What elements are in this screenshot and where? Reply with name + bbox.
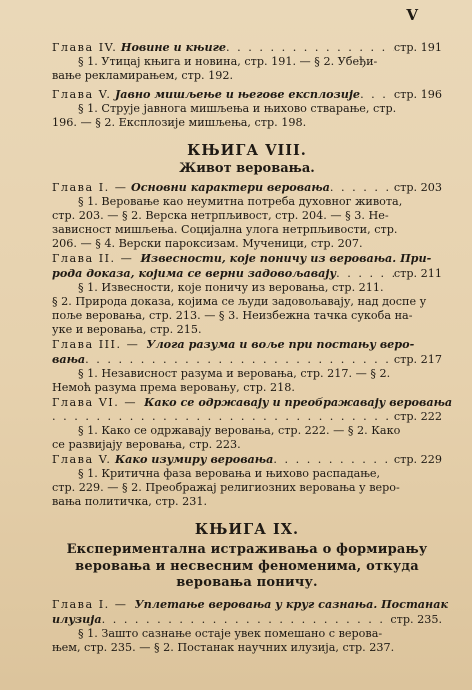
chapter-label: Глава I. —	[52, 181, 128, 194]
chapter-label: Глава III. —	[52, 338, 140, 351]
section-line: § 1. Утицај књига и новина, стр. 191. — § 2. Убеђи-	[78, 55, 378, 68]
page-ref: стр. 235.	[390, 612, 442, 626]
chapter-title: Како се одржавају и преображавају веровања	[144, 395, 453, 409]
toc-chapter-line	[52, 266, 442, 281]
book-subtitle-line: веровања и несвесним феноменима, откуда	[75, 558, 419, 574]
section-line: Немоћ разума према веровању, стр. 218.	[52, 381, 295, 394]
chapter-title: Основни карактери веровања	[131, 180, 330, 194]
page-ref: стр. 217	[393, 353, 442, 366]
book-heading: КЊИГА VIII.	[187, 142, 307, 159]
chapter-label: Глава I. —	[52, 597, 128, 611]
section-line: вања политичка, стр. 231.	[52, 495, 208, 508]
toc-chapter-line	[52, 596, 449, 612]
page-ref: стр. 229	[393, 453, 442, 466]
section-line: § 1. Независност разума и веровања, стр. 217. — § 2.	[78, 367, 391, 380]
book-subtitle-line: Експериментална истраживања о формирању	[66, 542, 428, 557]
toc-chapter-line	[52, 352, 442, 367]
section-line: § 2. Природа доказа, којима се људи задовољавају, над доспе у	[52, 295, 427, 308]
section-line: 206. — § 4. Верски пароксизам. Мученици, стр. 207.	[52, 237, 363, 250]
section-line: 196. — § 2. Експлозије мишљења, стр. 198.	[52, 116, 307, 129]
dot-leader	[330, 181, 394, 195]
toc-chapter-line	[52, 612, 442, 627]
toc-chapter-line	[52, 410, 442, 424]
dot-leader	[85, 353, 394, 367]
section-line: стр. 203. — § 2. Верска нетрпљивост, стр. 204. — § 3. Не-	[52, 209, 389, 222]
book-heading: КЊИГА IX.	[194, 521, 300, 538]
chapter-label: Глава II. —	[52, 252, 134, 265]
section-line: вање рекламирањем, стр. 192.	[52, 69, 234, 82]
chapter-title: Улога разума и воље при постању веро-	[146, 337, 415, 351]
book-subtitle-line: веровања поничу.	[176, 575, 318, 590]
chapter-label: Глава VI. —	[52, 396, 138, 409]
page-ref: стр. 211	[393, 267, 442, 280]
dot-leader	[52, 410, 394, 424]
section-line: § 1. Критична фаза веровања и њихово распадање,	[78, 467, 381, 480]
section-line: уке и веровања, стр. 215.	[52, 323, 202, 336]
section-line: поље веровања, стр. 213. — § 3. Неизбежна тачка сукоба на-	[52, 309, 413, 322]
toc-chapter-line	[52, 251, 442, 266]
toc-chapter-line	[52, 337, 442, 352]
dot-leader	[360, 88, 394, 102]
chapter-title: Јавно мишљење и његове експлозије	[114, 87, 361, 101]
chapter-title: Уплетање веровања у круг сазнања. Постанак	[134, 596, 449, 611]
section-line: § 1. Извесности, које поничу из веровања, стр. 211.	[78, 281, 384, 294]
dot-leader	[102, 613, 391, 627]
section-line: § 1. Како се одржавају веровања, стр. 222. — § 2. Како	[78, 424, 401, 437]
chapter-title: рода доказа, којима се верни задовољавају	[52, 266, 337, 280]
dot-leader	[273, 453, 394, 467]
chapter-label: Глава V.	[52, 88, 112, 101]
chapter-title: илузија	[52, 611, 102, 626]
toc-chapter-line	[52, 40, 442, 55]
section-line: се развијају веровања, стр. 223.	[52, 438, 241, 451]
page-ref: стр. 222	[393, 410, 442, 423]
book-subtitle	[52, 542, 442, 592]
page-ref: стр. 191	[393, 41, 442, 54]
section-line: § 1. Струје јавнога мишљења и њихово стварање, стр.	[78, 102, 397, 115]
section-line: зависност мишљења. Социјална улога нетрпљивости, стр.	[52, 223, 398, 236]
toc-chapter-line	[52, 87, 442, 102]
toc-chapter-line	[52, 180, 442, 195]
chapter-title: Новине и књиге	[120, 40, 227, 54]
page-ref: стр. 203	[393, 181, 442, 194]
dot-leader	[336, 267, 394, 281]
chapter-title: Извесности, које поничу из веровања. При-	[140, 251, 432, 265]
book-subtitle: Живот веровања.	[179, 161, 315, 176]
section-line: § 1. Зашто сазнање остаје увек помешано с верова-	[78, 626, 383, 640]
page-number: V	[406, 6, 418, 24]
toc-chapter-line	[52, 452, 442, 467]
section-line: њем, стр. 235. — § 2. Постанак научних илузија, стр. 237.	[52, 640, 395, 654]
section-line: стр. 229. — § 2. Преображај религиозних веровања у веро-	[52, 481, 400, 494]
dot-leader	[226, 41, 394, 55]
chapter-title: Како изумиру веровања	[114, 452, 274, 466]
page-ref: стр. 196	[393, 88, 442, 101]
chapter-title: вања	[52, 352, 86, 366]
toc-chapter-line	[52, 395, 453, 410]
chapter-label: Глава IV.	[52, 41, 118, 54]
section-line: § 1. Веровање као неумитна потреба духовног живота,	[78, 195, 403, 208]
chapter-label: Глава V.	[52, 453, 112, 466]
